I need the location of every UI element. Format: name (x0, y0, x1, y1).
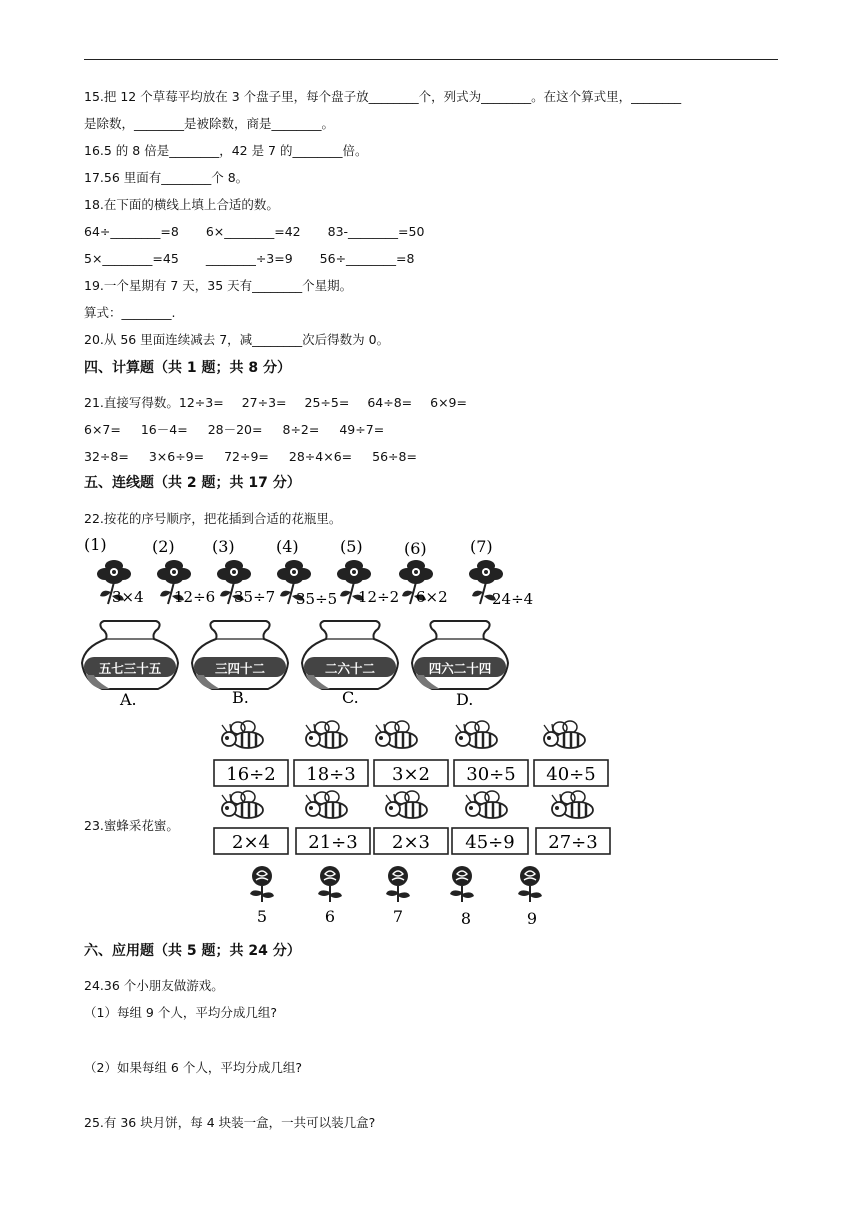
q21-item: 32÷8= (84, 449, 129, 464)
section-6-heading: 六、应用题（共 5 题；共 24 分） (84, 943, 301, 959)
flower-expr-4: 35÷5 (296, 590, 338, 608)
q21-item: 56÷8= (372, 449, 417, 464)
rose-num-5: 9 (526, 909, 538, 928)
flower-expr-2: 12÷6 (174, 588, 216, 606)
rose-1 (250, 866, 274, 902)
rose-3 (386, 866, 410, 902)
rose-num-2: 6 (324, 907, 336, 926)
vase-a-label: 五七三十五 (98, 661, 162, 676)
q23-figure (206, 720, 618, 932)
q24-part1: （1）每组 9 个人，平均分成几组? (84, 1005, 277, 1020)
q25: 25.有 36 块月饼，每 4 块装一盒，一共可以装几盒? (84, 1115, 376, 1130)
bee-expr-8: 2×3 (392, 832, 430, 853)
q21-row3 (84, 449, 437, 465)
q22-flowers (82, 534, 552, 610)
q17: 17.56 里面有________个 8。 (84, 170, 249, 185)
q15-line1: 15.把 12 个草莓平均放在 3 个盘子里，每个盘子放________个，列式为________。在这个算式里，________ (84, 89, 682, 104)
flower-expr-6: 6×2 (416, 588, 448, 606)
vase-a-letter: A. (120, 690, 137, 709)
q22-stem: 22.按花的序号顺序，把花插到合适的花瓶里。 (84, 511, 342, 526)
q19-stem: 19.一个星期有 7 天，35 天有________个星期。 (84, 278, 353, 293)
flower-num-1: (1) (84, 535, 107, 554)
rose-num-1: 5 (256, 907, 268, 926)
q20: 20.从 56 里面连续减去 7，减________次后得数为 0。 (84, 332, 390, 347)
q18-row1 (84, 224, 451, 240)
bee-2 (306, 721, 347, 748)
flower-num-2: (2) (152, 537, 175, 556)
flower-expr-3: 35÷7 (234, 588, 276, 606)
flower-num-7: (7) (470, 537, 493, 556)
bee-expr-9: 45÷9 (465, 832, 515, 853)
q18-item: 5×________=45 (84, 251, 179, 266)
vase-c (302, 621, 398, 689)
bee-expr-10: 27÷3 (548, 832, 598, 853)
q21-item: 28－20= (207, 422, 263, 437)
bee-8 (386, 791, 427, 818)
q18-item: ________÷3=9 (205, 251, 293, 266)
bee-expr-5: 40÷5 (546, 764, 596, 785)
q21-row1 (84, 395, 485, 411)
vase-d (412, 621, 508, 689)
vase-c-letter: C. (342, 688, 359, 707)
vase-b (192, 621, 288, 689)
q18-item: 6×________=42 (205, 224, 301, 239)
q21-item: 8÷2= (282, 422, 320, 437)
flower-num-4: (4) (276, 537, 299, 556)
section-5-heading: 五、连线题（共 2 题；共 17 分） (84, 475, 301, 491)
q21-item: 49÷7= (339, 422, 385, 437)
q22-vases (80, 617, 520, 709)
q16: 16.5 的 8 倍是________，42 是 7 的________倍。 (84, 143, 368, 158)
q21-item: 27÷3= (241, 395, 287, 410)
bee-expr-7: 21÷3 (308, 832, 358, 853)
flower-expr-7: 24÷4 (492, 590, 534, 608)
q21-item: 6×9= (430, 395, 467, 410)
section-4-heading: 四、计算题（共 1 题；共 8 分） (84, 360, 291, 376)
bee-expr-4: 30÷5 (466, 764, 516, 785)
q24-stem: 24.36 个小朋友做游戏。 (84, 978, 224, 993)
flower-expr-1: 3×4 (112, 588, 144, 606)
flower-expr-5: 12÷2 (358, 588, 400, 606)
bee-expr-1: 16÷2 (226, 764, 276, 785)
rose-num-4: 8 (460, 909, 472, 928)
q18-row2 (84, 251, 441, 267)
q19-formula: 算式：________. (84, 305, 176, 320)
q21-row2 (84, 422, 404, 438)
bee-expr-3: 3×2 (392, 764, 430, 785)
bee-5 (544, 721, 585, 748)
q21-item: 64÷8= (367, 395, 413, 410)
vase-a (82, 621, 178, 689)
bee-10 (552, 791, 593, 818)
vase-d-label: 四六二十四 (428, 661, 492, 676)
rose-5 (518, 866, 542, 902)
vase-d-letter: D. (456, 690, 474, 709)
bee-7 (306, 791, 347, 818)
flower-num-6: (6) (404, 539, 427, 558)
q21-item: 28÷4×6= (288, 449, 353, 464)
q18-item: 56÷________=8 (319, 251, 415, 266)
q24-part2: （2）如果每组 6 个人，平均分成几组? (84, 1060, 302, 1075)
rose-num-3: 7 (392, 907, 404, 926)
bee-expr-6: 2×4 (232, 832, 270, 853)
bee-9 (466, 791, 507, 818)
flower-num-3: (3) (212, 537, 235, 556)
vase-b-label: 三四十二 (214, 661, 266, 676)
q21-item: 21.直接写得数。12÷3= (84, 395, 224, 410)
bee-6 (222, 791, 263, 818)
rose-4 (450, 866, 474, 902)
q18-item: 83-________=50 (327, 224, 425, 239)
q18-item: 64÷________=8 (84, 224, 179, 239)
q21-item: 3×6÷9= (148, 449, 205, 464)
bee-expr-2: 18÷3 (306, 764, 356, 785)
q21-item: 6×7= (84, 422, 121, 437)
header-rule (84, 59, 778, 60)
q15-line2: 是除数，________是被除数，商是________。 (84, 116, 335, 131)
bee-1 (222, 721, 263, 748)
bee-3 (376, 721, 417, 748)
rose-2 (318, 866, 342, 902)
flower-num-5: (5) (340, 537, 363, 556)
q18-stem: 18.在下面的横线上填上合适的数。 (84, 197, 279, 212)
q21-item: 16－4= (140, 422, 188, 437)
vase-c-label: 二六十二 (324, 661, 376, 676)
q21-item: 25÷5= (304, 395, 350, 410)
bee-4 (456, 721, 497, 748)
q21-item: 72÷9= (224, 449, 269, 464)
q23-stem: 23.蜜蜂采花蜜。 (84, 818, 179, 833)
vase-b-letter: B. (232, 688, 249, 707)
